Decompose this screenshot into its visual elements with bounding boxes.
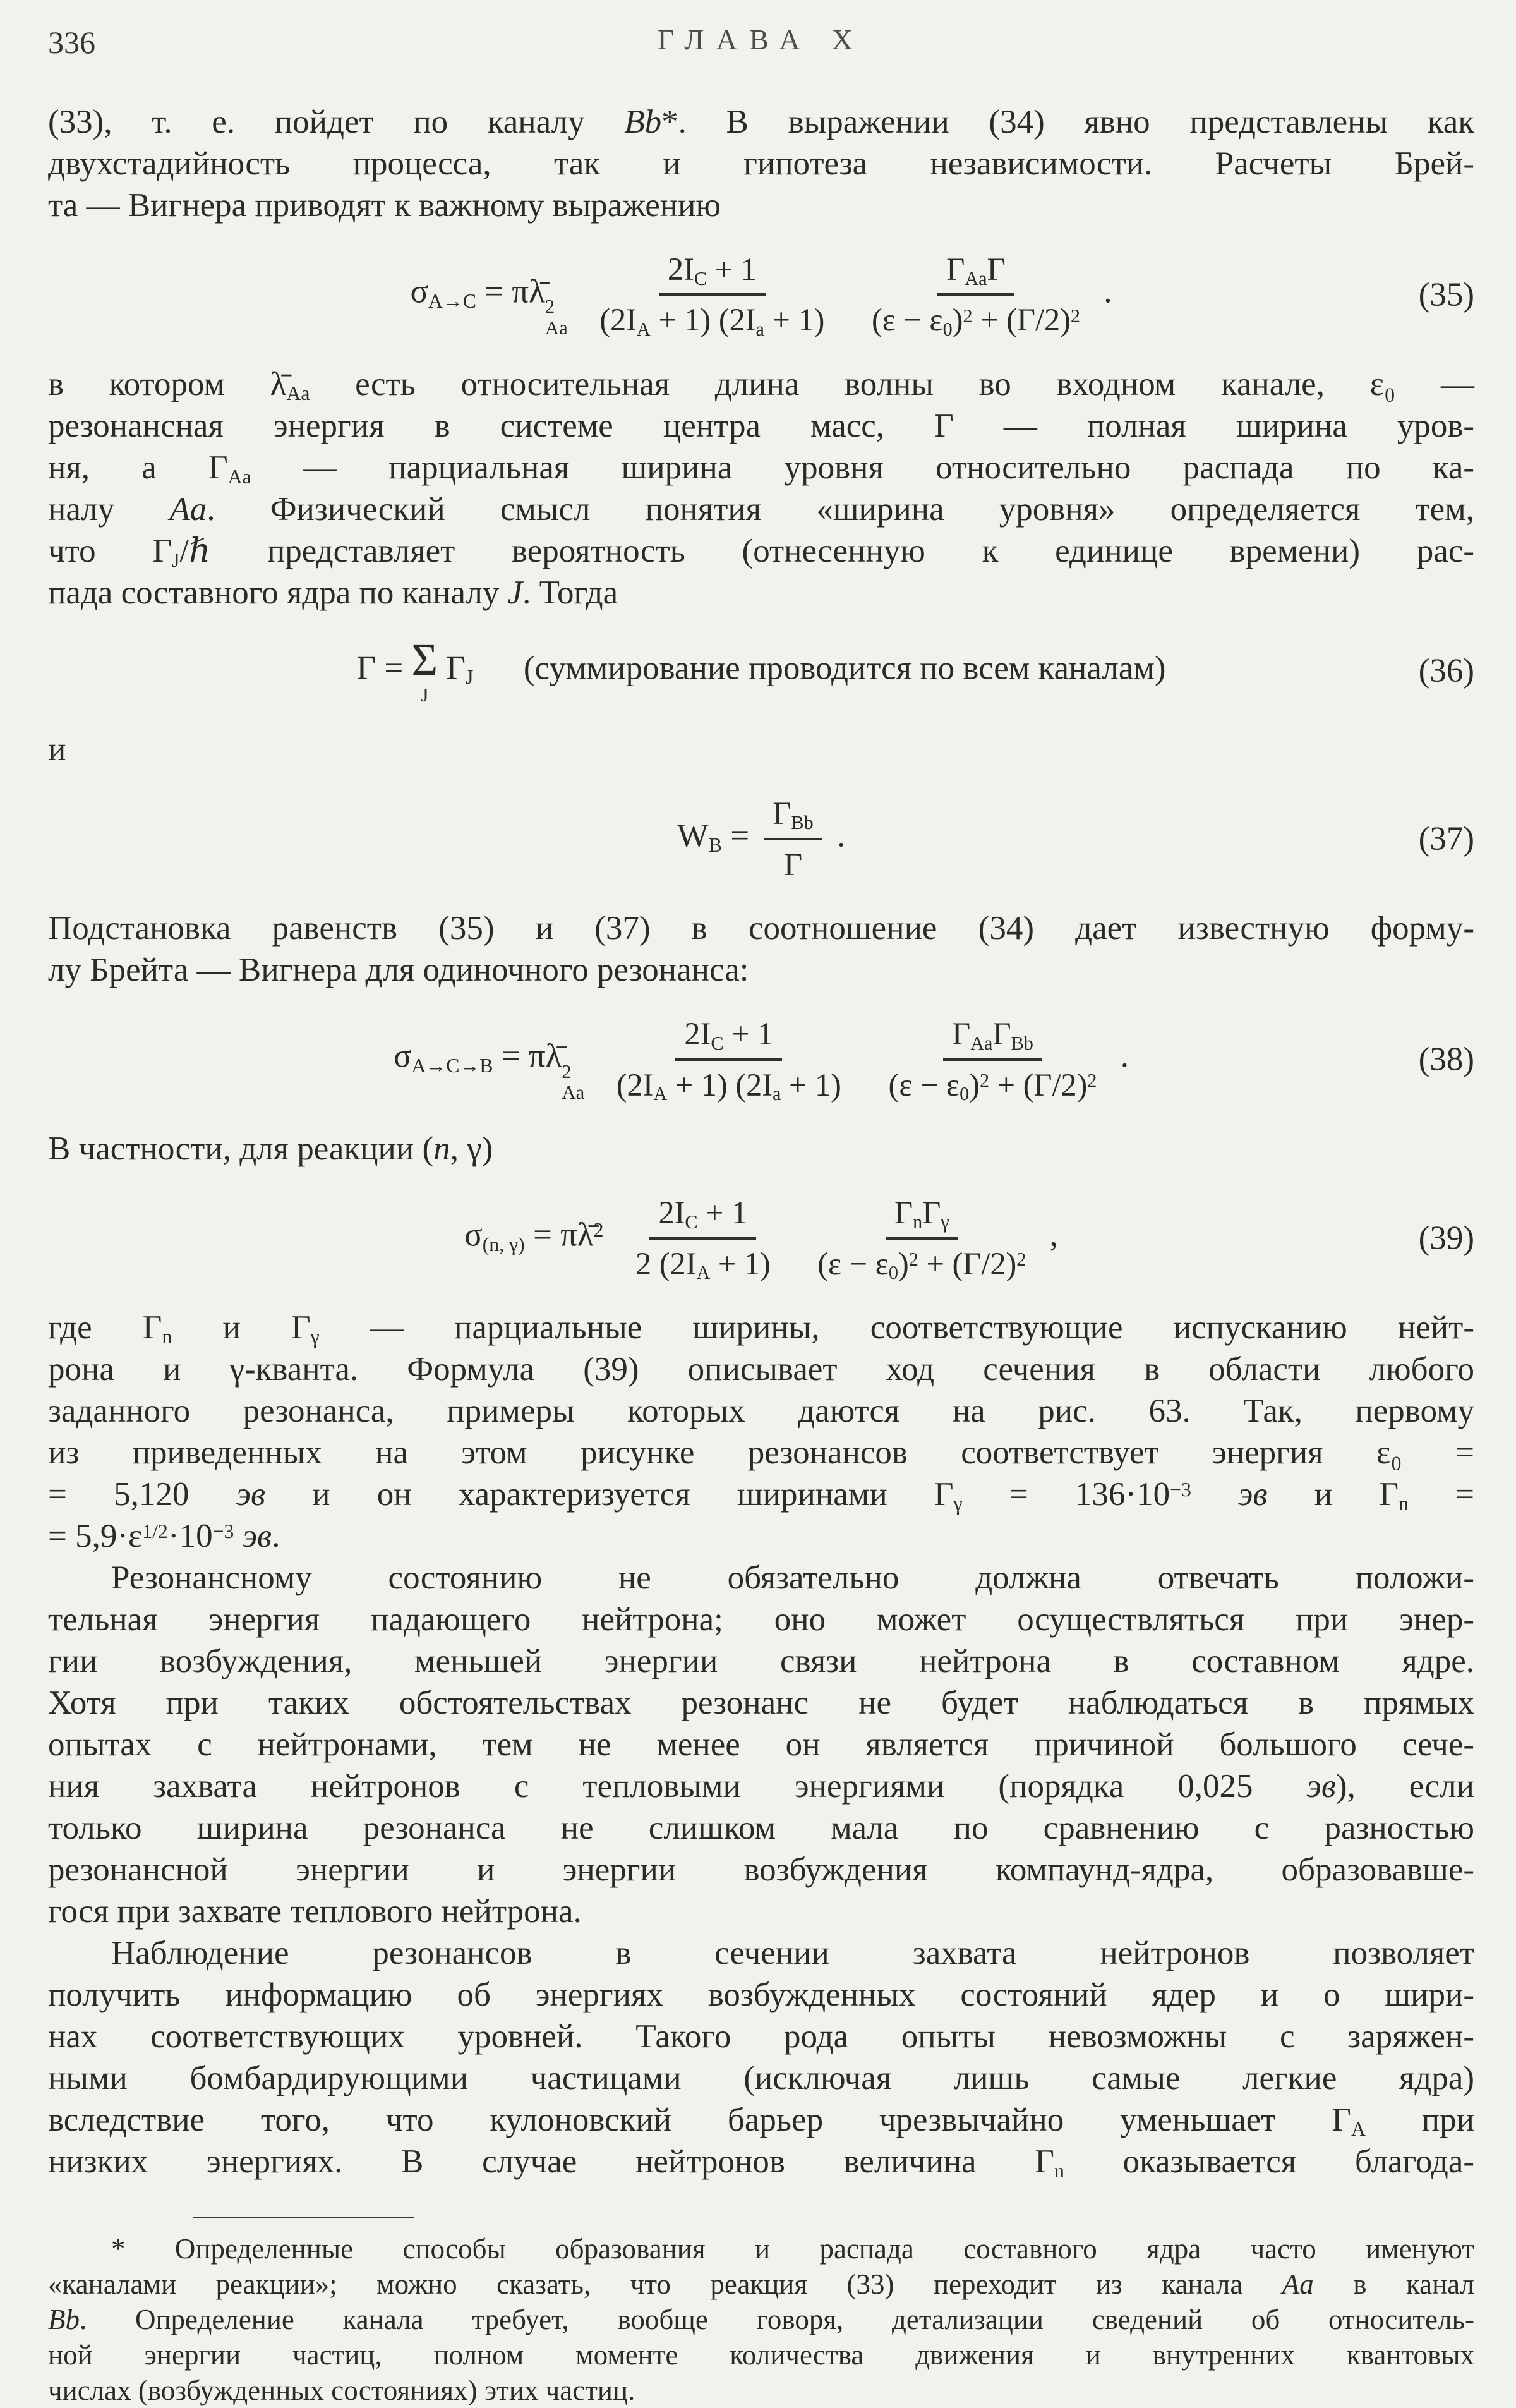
paragraph: [48, 1557, 1474, 1932]
math-text: (ε − ε: [888, 1067, 960, 1103]
text-line: Хотя при таких обстоятельствах резонанс не будет наблюдаться в прямых: [48, 1685, 1474, 1722]
subscript: A: [1351, 2117, 1366, 2140]
equation-number: (37): [1418, 820, 1474, 857]
numerator: [943, 1015, 1042, 1060]
math-text: Γ: [987, 251, 1006, 287]
equation-number: (35): [1418, 276, 1474, 313]
fraction: [764, 794, 822, 883]
numerator: [675, 1015, 782, 1060]
text-line: ния захвата нейтронов с тепловыми энергиями (порядка 0,025 эв), если: [48, 1768, 1474, 1805]
italic-text: n: [433, 1130, 450, 1168]
footnote: [48, 2231, 1474, 2408]
italic-text: эв: [236, 1476, 265, 1513]
equation-39: [48, 1194, 1474, 1283]
text-span: Aa: [544, 317, 568, 339]
subscript: n: [913, 1211, 923, 1233]
math-text: [786, 1217, 803, 1254]
denominator: [775, 840, 811, 883]
equation-body: [356, 635, 1166, 706]
math-text: σ: [393, 1038, 412, 1075]
math-text: σ: [464, 1216, 483, 1254]
page-header: [48, 19, 1474, 64]
superscript: 2: [1070, 305, 1081, 327]
math-text: 2 (2I: [635, 1245, 697, 1281]
subscript: n: [1398, 1492, 1409, 1515]
math-text: ): [898, 1245, 909, 1281]
sup-sub-stack: [545, 296, 568, 339]
text-line: = 5,120 эв и он характеризуется ширинами $\Gamma_\gamma = 136\cdot 10^{-3}$ эв и $\Gamma_n$ =: [48, 1476, 1474, 1515]
subscript: J: [171, 549, 180, 571]
subscript: A→C→B: [411, 1054, 493, 1077]
math-text: (ε − ε: [817, 1245, 889, 1281]
subscript: Bb: [791, 811, 814, 833]
text-span: Aa: [562, 1082, 585, 1104]
fraction: [608, 1015, 850, 1104]
paragraph: [48, 363, 1474, 614]
equation-number: (38): [1418, 1041, 1474, 1078]
math-text: + 1: [723, 1016, 774, 1052]
math-text: [604, 1217, 621, 1254]
text-line: лу Брейта — Вигнера для одиночного резонанса:: [48, 952, 749, 989]
text-span: 2: [544, 296, 555, 318]
math-text: σ: [410, 273, 429, 310]
text-line: пада составного ядра по каналу J. Тогда: [48, 574, 618, 612]
equation-37: [48, 794, 1474, 883]
equation-body: [677, 794, 846, 883]
text-line: гося при захвате теплового нейтрона.: [48, 1893, 582, 1930]
text-line: «каналами реакции»; можно сказать, что реакция (33) переходит из канала Aa в канал: [48, 2268, 1474, 2301]
math-text: [584, 1038, 601, 1075]
fraction: [863, 250, 1089, 339]
subscript: n: [1054, 2159, 1064, 2182]
math-text: (суммирование проводится по всем каналам): [473, 650, 1166, 687]
text-line: ными бомбардирующими частицами (исключая лишь самые легкие ядра): [48, 2060, 1474, 2097]
math-text: 2I: [684, 1016, 711, 1052]
numerator: [649, 1194, 756, 1239]
text-line: двухстадийность процесса, так и гипотеза независимости. Расчеты Брей-: [48, 145, 1474, 182]
numerator: [886, 1194, 958, 1239]
math-text: + 1: [697, 1195, 748, 1231]
text-line: ной энергии частиц, полном моменте количества движения и внутренних квантовых: [48, 2339, 1474, 2371]
text-line: рона и γ-кванта. Формула (39) описывает ход сечения в области любого: [48, 1351, 1474, 1388]
math-text: [857, 1038, 874, 1075]
superscript: 2: [593, 1219, 604, 1242]
equation-number: (39): [1418, 1219, 1474, 1257]
superscript: −3: [1170, 1478, 1191, 1501]
footnote-rule: [193, 2217, 414, 2218]
text-line: Подстановка равенств (35) и (37) в соотношение (34) дает известную форму-: [48, 910, 1474, 947]
math-text: + (Γ/2): [918, 1245, 1017, 1281]
text-line: вследствие того, что кулоновский барьер чрезвычайно уменьшает $\Gamma_A$ при: [48, 2102, 1474, 2140]
math-text: + 1): [710, 1245, 771, 1281]
text-line: и: [48, 731, 66, 768]
italic-text: Aa: [1282, 2268, 1314, 2301]
subscript: A: [653, 1083, 668, 1105]
italic-text: Aa: [169, 491, 207, 528]
superscript: 2: [979, 1069, 990, 1091]
subscript: Bb: [1011, 1032, 1033, 1054]
numerator: [764, 794, 822, 840]
math-text: Γ: [952, 1016, 971, 1052]
denominator: [627, 1240, 779, 1283]
text-line: налу Aa. Физический смысл понятия «ширина уровня» определяется тем,: [48, 491, 1474, 528]
subscript: B: [708, 833, 722, 856]
text-line: что $\Gamma_J/\hbar$ представляет вероятность (отнесенную к единице времени) рас-: [48, 533, 1474, 571]
text-line: (33), т. е. пойдет по каналу Bb*. В выражении (34) явно представлены как: [48, 104, 1474, 140]
text-span: 2: [562, 1060, 572, 1082]
subscript: γ: [941, 1211, 949, 1233]
text-line: резонансная энергия в системе центра масс, Γ — полная ширина уров-: [48, 408, 1474, 445]
math-text: .: [828, 817, 846, 854]
fraction: [879, 1015, 1105, 1104]
text-line: * Определенные способы образования и распада составного ядра часто именуют: [111, 2233, 1474, 2265]
subscript: J: [466, 666, 474, 689]
subscript: γ: [953, 1492, 963, 1515]
math-text: Γ: [784, 846, 803, 882]
paragraph: [48, 907, 1474, 991]
subscript: A: [696, 1262, 711, 1284]
math-text: = πλ̄: [524, 1216, 594, 1254]
subscript: A: [636, 318, 651, 340]
denominator: [879, 1061, 1105, 1104]
superscript: 1/2: [142, 1520, 168, 1542]
text-line: заданного резонанса, примеры которых даются на рис. 63. Так, первому: [48, 1393, 1474, 1430]
text-line: числах (возбужденных состояниях) этих частиц.: [48, 2375, 635, 2407]
fraction: [627, 1194, 779, 1283]
math-text: Γ: [894, 1195, 913, 1231]
subscript: 0: [960, 1083, 970, 1105]
text-line: только ширина резонанса не слишком мала по сравнению с разностью: [48, 1810, 1474, 1847]
subscript: Aa: [286, 382, 310, 404]
text-line: В частности, для реакции (n, γ): [48, 1130, 493, 1168]
math-text: ,: [1041, 1216, 1058, 1254]
text-line: нах соответствующих уровней. Такого рода опыты невозможны с заряжен-: [48, 2018, 1474, 2055]
math-text: Γ: [922, 1195, 941, 1231]
italic-text: J: [507, 574, 523, 612]
italic-text: Bb: [48, 2304, 80, 2336]
text-line: ня, а $\Gamma_{Aa}$ — парциальная ширина уровня относительно распада по ка-: [48, 449, 1474, 488]
text-line: получить информацию об энергиях возбужденных состояний ядер и о шири-: [48, 1976, 1474, 2014]
math-text: W: [677, 817, 709, 854]
paragraph: [48, 1932, 1474, 2182]
math-text: + 1) (2I: [667, 1067, 773, 1103]
italic-text: Bb: [624, 104, 662, 140]
numerator: [937, 250, 1014, 296]
subscript: (n, γ): [482, 1233, 525, 1255]
subscript: Aa: [227, 466, 251, 488]
math-text: + 1: [707, 251, 757, 287]
denominator: [591, 296, 833, 339]
denominator: [608, 1061, 850, 1104]
equation-body: [410, 250, 1112, 339]
sum-operator: [411, 635, 438, 706]
math-text: + (Γ/2): [972, 302, 1071, 338]
equation-35: [48, 250, 1474, 339]
paragraph: [48, 101, 1474, 226]
paragraph: [48, 729, 1474, 770]
equation-number: (36): [1418, 652, 1474, 689]
math-text: + 1): [781, 1067, 841, 1103]
text-line: Наблюдение резонансов в сечении захвата нейтронов позволяет: [111, 1935, 1474, 1972]
italic-text: эв: [242, 1518, 272, 1555]
subscript: Aa: [965, 267, 987, 289]
math-text: ): [952, 302, 963, 338]
text-line: та — Вигнера приводят к важному выражению: [48, 187, 721, 224]
superscript: 2: [1087, 1069, 1097, 1091]
text-line: гии возбуждения, меньшей энергии связи нейтрона в составном ядре.: [48, 1643, 1474, 1680]
subscript: a: [755, 318, 764, 340]
math-text: 2I: [658, 1195, 685, 1231]
superscript: 2: [963, 305, 973, 327]
paragraph: [48, 1307, 1474, 1557]
math-text: 2I: [667, 251, 694, 287]
subscript: 0: [942, 318, 953, 340]
superscript: −3: [212, 1520, 234, 1542]
math-text: =: [722, 817, 758, 854]
math-text: + (Γ/2): [989, 1067, 1088, 1103]
text-span: J: [421, 684, 429, 706]
subscript: C: [685, 1211, 698, 1233]
subscript: C: [694, 267, 707, 289]
subscript: C: [711, 1032, 724, 1054]
math-text: Γ: [438, 650, 466, 687]
math-text: + 1) (2I: [650, 302, 756, 338]
page-number: 336: [48, 25, 95, 60]
text-line: резонансной энергии и энергии возбуждения компаунд-ядра, образовавше-: [48, 1851, 1474, 1889]
superscript: 2: [908, 1249, 918, 1271]
math-text: (ε − ε: [871, 302, 943, 338]
chapter-header: ГЛАВА X: [657, 23, 865, 56]
math-text: [568, 274, 585, 310]
text-line: опытах с нейтронами, тем не менее он является причиной большого сече-: [48, 1726, 1474, 1764]
text-line: Резонансному состоянию не обязательно должна отвечать положи-: [111, 1559, 1474, 1597]
fraction: [809, 1194, 1035, 1283]
math-text: Γ: [992, 1016, 1011, 1052]
math-text: .: [1112, 1038, 1129, 1075]
math-text: Γ: [773, 796, 791, 832]
fraction: [591, 250, 833, 339]
equation-38: [48, 1015, 1474, 1104]
italic-text: эв: [1306, 1768, 1336, 1805]
equation-36: [48, 635, 1474, 706]
math-text: (2I: [616, 1067, 654, 1103]
denominator: [809, 1240, 1035, 1283]
text-line: низких энергиях. В случае нейтронов величина $\Gamma_n$ оказывается благода-: [48, 2143, 1474, 2182]
subscript: 0: [888, 1262, 899, 1284]
subscript: Aa: [970, 1032, 993, 1054]
math-text: Γ =: [356, 650, 412, 687]
subscript: a: [773, 1083, 781, 1105]
math-text: = πλ̄: [476, 273, 545, 310]
italic-text: эв: [1238, 1476, 1268, 1513]
denominator: [863, 296, 1089, 339]
math-text: Γ: [946, 251, 965, 287]
text-line: = $5,9\cdot\varepsilon^{1/2}\cdot 10^{-3}$ эв.: [48, 1518, 280, 1555]
math-text: ): [969, 1067, 980, 1103]
text-span: Σ: [411, 635, 438, 686]
math-text: .: [1095, 273, 1112, 310]
text-line: в котором $\lambdā_{Aa}$ есть относительная длина волны во входном канале, ε₀ —: [48, 366, 1474, 404]
main-text: [48, 101, 1474, 2182]
math-text: = πλ̄: [493, 1038, 562, 1075]
math-text: + 1): [764, 302, 825, 338]
superscript: 2: [1016, 1249, 1026, 1271]
math-text: [839, 274, 857, 310]
equation-body: [464, 1194, 1058, 1283]
math-text: (2I: [599, 302, 637, 338]
equation-body: [394, 1015, 1129, 1104]
text-line: из приведенных на этом рисунке резонансов соответствует энергия ε₀ =: [48, 1434, 1474, 1472]
text-line: тельная энергия падающего нейтрона; оно может осуществляться при энер-: [48, 1601, 1474, 1638]
numerator: [659, 250, 766, 296]
subscript: n: [162, 1325, 172, 1348]
text-line: Bb. Определение канала требует, вообще говоря, детализации сведений об относитель-: [48, 2304, 1474, 2336]
subscript: A→C: [428, 289, 477, 312]
sup-sub-stack: [562, 1062, 584, 1104]
paragraph: [48, 1128, 1474, 1170]
subscript: γ: [310, 1325, 320, 1348]
text-line: где $\Gamma_n$ и $\Gamma_\gamma$ — парциальные ширины, соответствующие испусканию нейт-: [48, 1309, 1474, 1348]
paragraph: [48, 2231, 1474, 2408]
